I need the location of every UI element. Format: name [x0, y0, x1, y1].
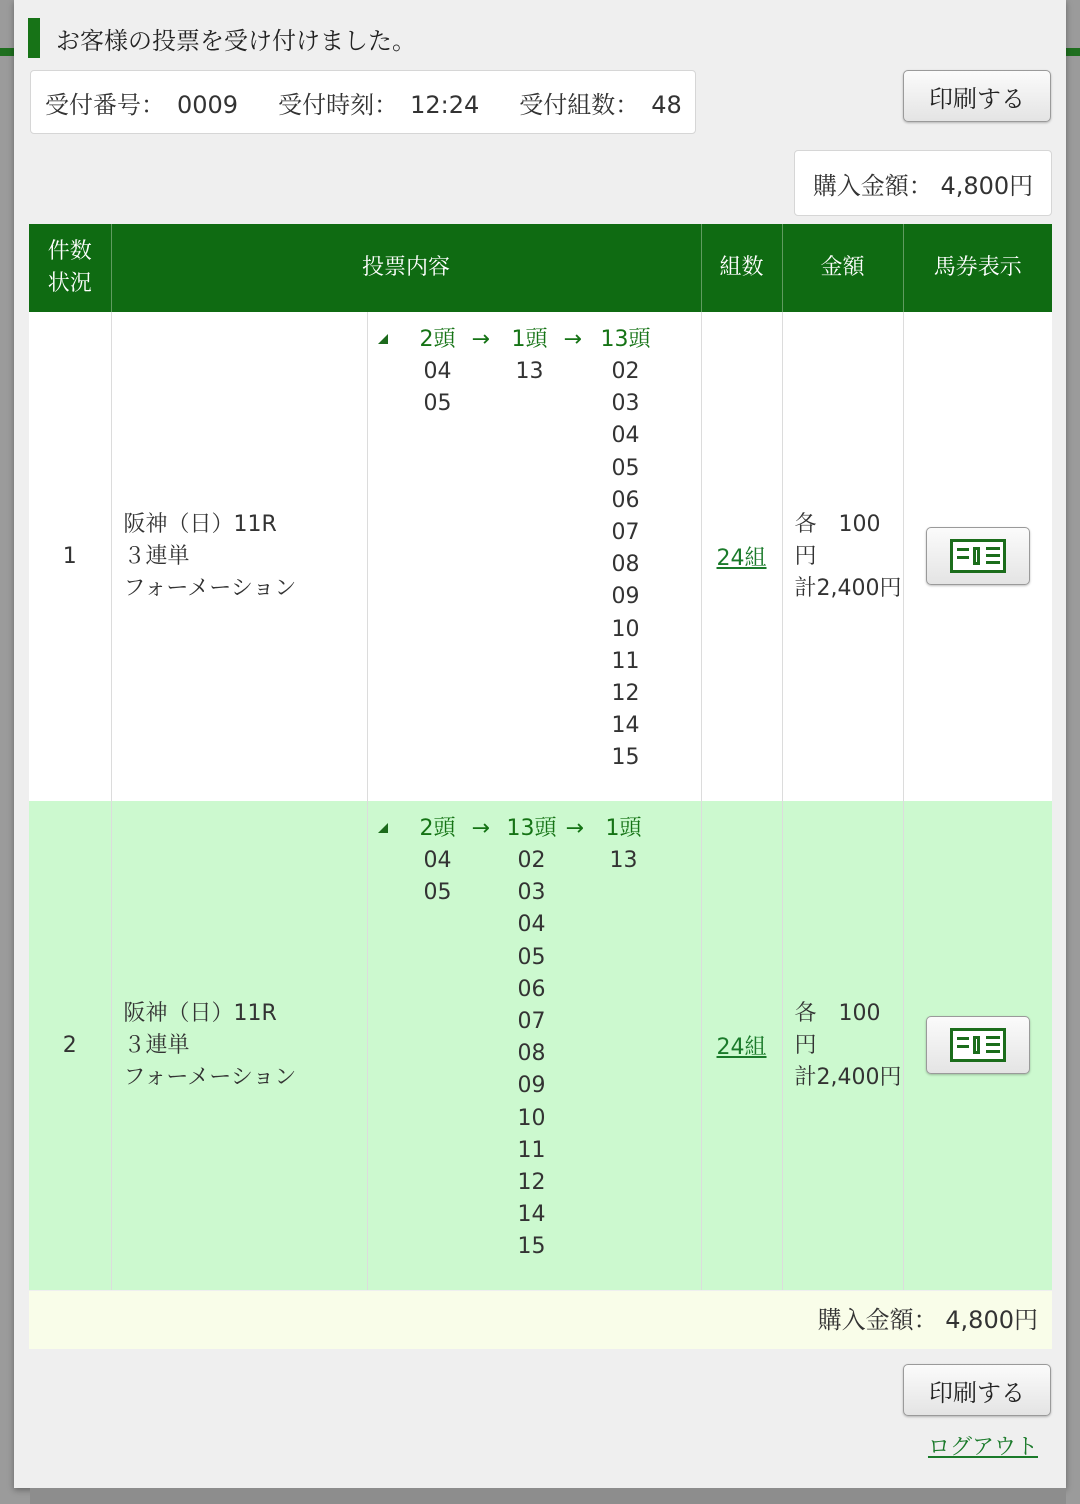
bet-method: フォーメーション — [123, 575, 297, 601]
purchase-total-bottom — [29, 1291, 1052, 1349]
col-2-head: 13頭 — [506, 816, 557, 841]
horse-number: 15 — [517, 1234, 546, 1260]
selection-col-2 — [502, 813, 562, 1263]
confirmation-message — [28, 18, 416, 58]
triangle-icon[interactable] — [378, 823, 388, 833]
header-ticket: 馬券表示 — [903, 224, 1052, 312]
bet-selection — [367, 801, 701, 1290]
arrow-2: → — [563, 327, 582, 352]
horse-number: 15 — [611, 745, 640, 771]
horse-number: 06 — [517, 976, 546, 1002]
horse-number: 12 — [517, 1169, 546, 1195]
horse-number: 05 — [423, 880, 452, 906]
receipt-number — [45, 85, 238, 120]
horse-number: 14 — [517, 1202, 546, 1228]
col-1-head: 2頭 — [419, 327, 456, 352]
horse-number: 03 — [611, 391, 640, 417]
print-button-top[interactable]: 印刷する — [903, 70, 1051, 122]
ticket-icon — [950, 1028, 1006, 1062]
race-name: 阪神（日）11R — [123, 511, 277, 537]
receipt-count-label: 受付組数： — [519, 90, 640, 119]
horse-number: 08 — [611, 552, 640, 578]
receipt-time-label: 受付時刻： — [278, 90, 399, 119]
header-no-label: 件数 — [47, 239, 92, 265]
receipt-count-value: 48 — [651, 90, 682, 119]
col-2-head: 1頭 — [511, 327, 548, 352]
amount-total: 計2,400円 — [794, 1064, 902, 1090]
header-no-status — [29, 224, 111, 312]
ticket-display-button[interactable] — [926, 1016, 1030, 1074]
horse-number: 13 — [609, 848, 638, 873]
amount-each: 各 100円 — [794, 1000, 881, 1058]
table-row — [29, 312, 1052, 801]
combo-count-link[interactable]: 24組 — [716, 546, 767, 571]
amount-each: 各 100円 — [794, 511, 881, 569]
purchase-total-label: 購入金額： — [817, 1306, 938, 1334]
selection-col-3 — [596, 324, 656, 774]
message-text: お客様の投票を受け付けました。 — [56, 26, 416, 55]
col-3-head: 1頭 — [605, 816, 642, 841]
result-panel — [14, 0, 1066, 1488]
receipt-number-value: 0009 — [177, 90, 239, 119]
header-status-label: 状況 — [47, 271, 92, 296]
amount-total: 計2,400円 — [794, 575, 902, 601]
race-info — [111, 312, 367, 801]
selection-col-1 — [416, 324, 460, 420]
row-number: 2 — [29, 801, 111, 1290]
ticket-cell — [903, 801, 1052, 1290]
horse-number: 04 — [423, 359, 452, 384]
horse-number: 11 — [611, 648, 640, 674]
purchase-total-top — [794, 150, 1052, 216]
race-name: 阪神（日）11R — [123, 1000, 277, 1026]
bet-table — [29, 224, 1052, 1290]
receipt-info-box — [30, 70, 696, 134]
receipt-count — [519, 85, 682, 120]
horse-number: 09 — [517, 1073, 546, 1099]
col-3-head: 13頭 — [600, 327, 651, 352]
horse-number: 03 — [517, 880, 546, 906]
ticket-display-button[interactable] — [926, 527, 1030, 585]
horse-number: 10 — [611, 616, 640, 642]
horse-number: 05 — [611, 455, 640, 481]
race-info — [111, 801, 367, 1290]
arrow-2: → — [565, 816, 584, 841]
receipt-number-label: 受付番号： — [45, 90, 165, 119]
horse-number: 08 — [517, 1041, 546, 1067]
horse-number: 06 — [611, 487, 640, 513]
header-combos: 組数 — [701, 224, 782, 312]
horse-number: 04 — [611, 423, 640, 449]
bet-method: フォーメーション — [123, 1064, 297, 1090]
arrow-1: → — [471, 327, 490, 352]
horse-number: 09 — [611, 584, 640, 610]
receipt-time — [278, 85, 479, 120]
col-1-head: 2頭 — [419, 816, 456, 841]
horse-number: 14 — [611, 713, 640, 739]
horse-number: 04 — [423, 848, 452, 873]
combo-count-link[interactable]: 24組 — [716, 1035, 767, 1060]
horse-number: 11 — [517, 1137, 546, 1163]
message-accent-bar — [28, 18, 40, 58]
selection-col-3 — [602, 813, 646, 877]
print-button-bottom[interactable]: 印刷する — [903, 1364, 1051, 1416]
selection-col-2 — [508, 324, 552, 388]
horse-number: 10 — [517, 1105, 546, 1131]
purchase-total-label: 購入金額： — [812, 171, 933, 200]
horse-number: 02 — [517, 848, 546, 873]
bet-selection — [367, 312, 701, 801]
amount-cell — [782, 801, 903, 1290]
horse-number: 07 — [517, 1008, 546, 1034]
row-number: 1 — [29, 312, 111, 801]
header-content: 投票内容 — [111, 224, 701, 312]
panel-bottom-shadow — [30, 1488, 1066, 1504]
header-amount: 金額 — [782, 224, 903, 312]
horse-number: 05 — [517, 944, 546, 970]
combo-count — [701, 801, 782, 1290]
ticket-cell — [903, 312, 1052, 801]
horse-number: 05 — [423, 391, 452, 417]
bet-type: ３連単 — [123, 543, 190, 569]
selection-col-1 — [416, 813, 460, 909]
horse-number: 04 — [517, 912, 546, 938]
ticket-icon — [950, 539, 1006, 573]
purchase-total-value: 4,800円 — [945, 1306, 1038, 1334]
purchase-total-value: 4,800円 — [940, 171, 1034, 200]
horse-number: 12 — [611, 680, 640, 706]
bet-type: ３連単 — [123, 1032, 190, 1058]
receipt-time-value: 12:24 — [410, 90, 480, 119]
triangle-icon[interactable] — [378, 334, 388, 344]
arrow-1: → — [471, 816, 490, 841]
table-row — [29, 801, 1052, 1290]
amount-cell — [782, 312, 903, 801]
horse-number: 02 — [611, 359, 640, 384]
horse-number: 07 — [611, 519, 640, 545]
table-header-row — [29, 224, 1052, 312]
combo-count — [701, 312, 782, 801]
horse-number: 13 — [515, 359, 544, 384]
logout-link[interactable]: ログアウト — [927, 1435, 1038, 1460]
